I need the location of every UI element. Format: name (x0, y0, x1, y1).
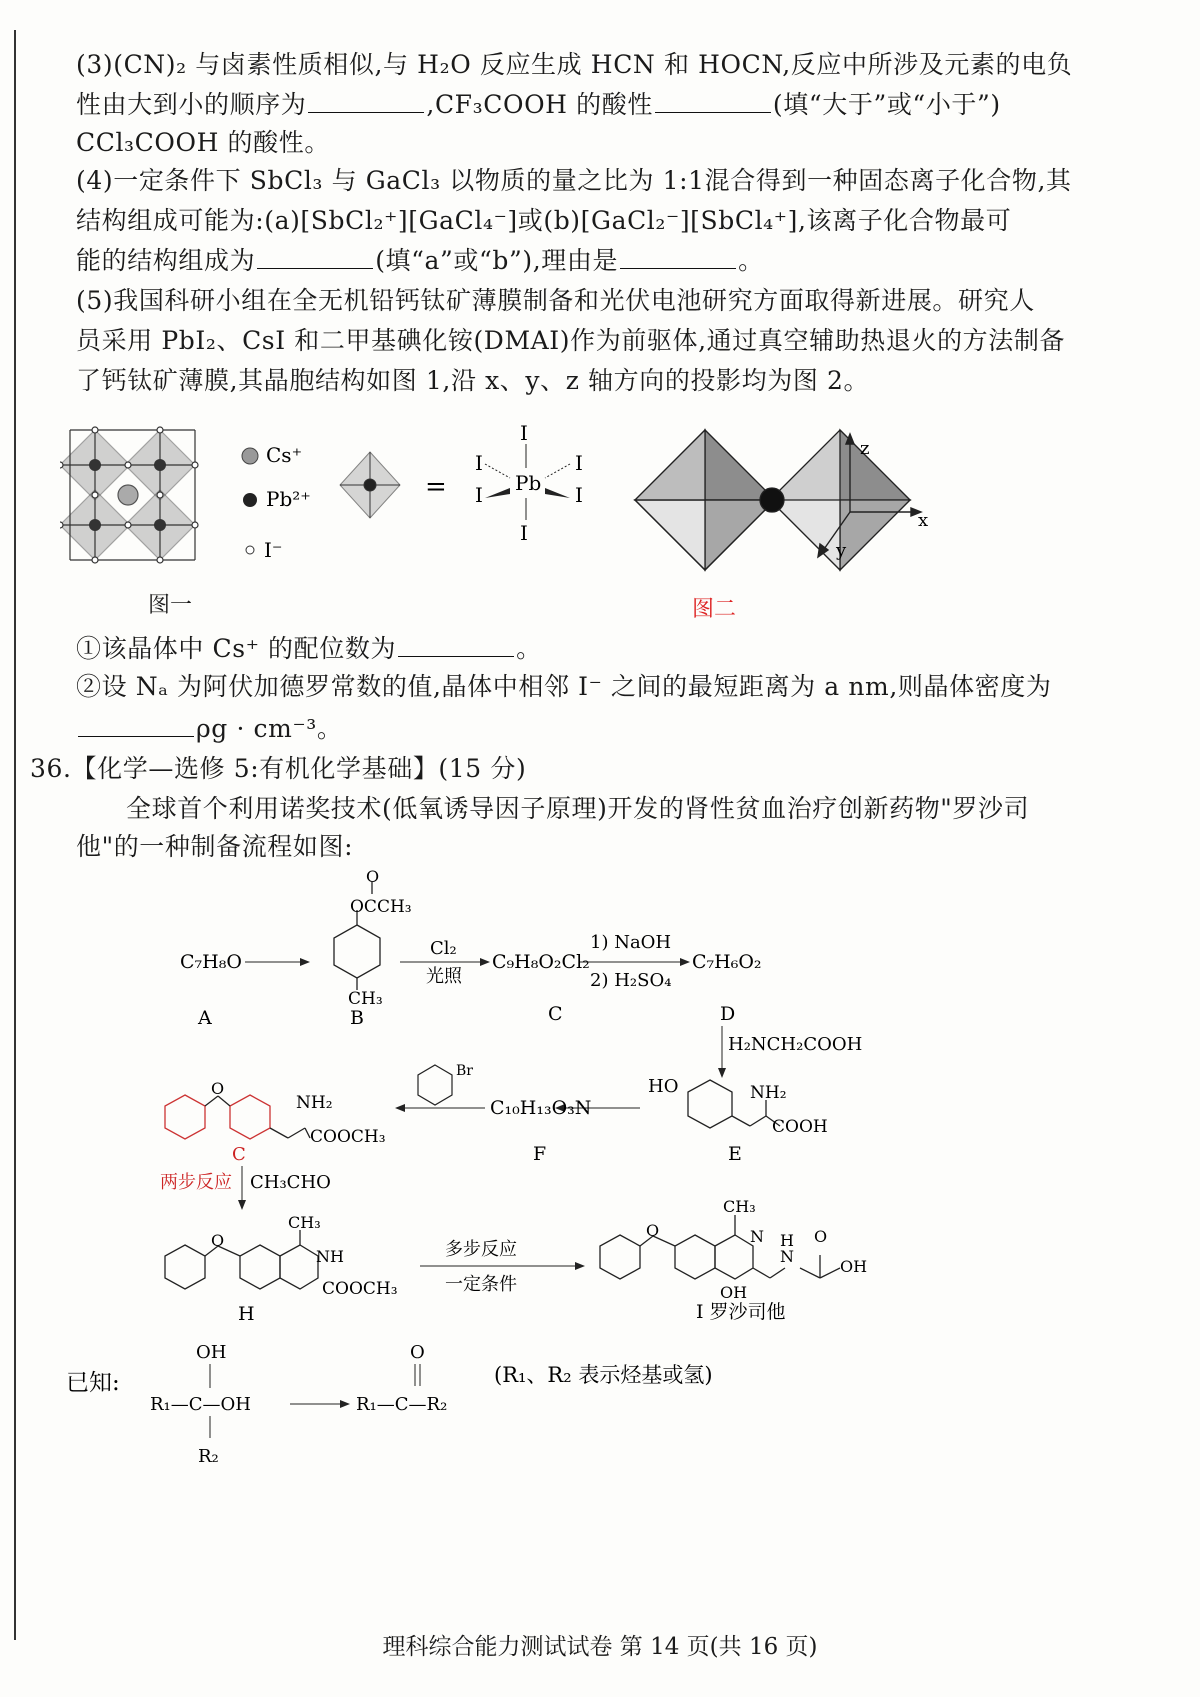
q5-line3: 了钙钛矿薄膜,其晶胞结构如图 1,沿 x、y、z 轴方向的投影均为图 2。 (76, 366, 870, 395)
A-formula: C₇H₈O (180, 951, 242, 973)
H-ch3: CH₃ (288, 1213, 321, 1232)
answer-blank (257, 244, 373, 269)
answer-blank (620, 244, 736, 269)
known-product: R₁—C—R₂ (356, 1394, 448, 1415)
I-carbonyl-o: O (814, 1227, 828, 1246)
q5-sub2: ②设 Nₐ 为阿伏加德罗常数的值,晶体中相邻 I⁻ 之间的最短距离为 a nm,则晶体密度为 (76, 672, 1052, 701)
q5-line1: (5)我国科研小组在全无机铅钙钛矿薄膜制备和光伏电池研究方面取得新进展。研究人 (76, 286, 1035, 315)
B-label: B (350, 1007, 364, 1029)
B-group: OCCH₃ (350, 897, 412, 917)
cond2-bot: 2) H₂SO₄ (590, 970, 672, 991)
cond4-right: CH₃CHO (250, 1172, 331, 1193)
axis-z-label: z (860, 438, 870, 459)
q3-line2 (76, 88, 1001, 122)
q5-sub1-text: ①该晶体中 Cs⁺ 的配位数为 (76, 634, 397, 663)
I-acid-oh: OH (840, 1257, 868, 1276)
H-nh: NH (316, 1247, 344, 1266)
cond2-top: 1) NaOH (590, 932, 672, 953)
B-methyl: CH₃ (348, 989, 383, 1009)
svg-text:I: I (575, 451, 583, 475)
known-carbonyl-o: O (410, 1342, 425, 1363)
q3-text-a: 性由大到小的顺序为 (76, 90, 307, 119)
G-ether-o: O (211, 1079, 225, 1098)
q36-intro2: 他"的一种制备流程如图: (76, 832, 354, 861)
cond1-bot: 光照 (426, 966, 462, 987)
I-ring-n: N (750, 1227, 764, 1246)
synthesis-scheme (60, 870, 1060, 1490)
answer-blank (655, 88, 771, 113)
octahedron-icon (340, 452, 400, 518)
H-ether-o: O (211, 1231, 225, 1250)
A-label: A (198, 1007, 212, 1029)
known-r2: R₂ (198, 1446, 219, 1467)
F-label: F (533, 1143, 547, 1165)
legend-pb: Pb²⁺ (266, 487, 311, 511)
E-cooh: COOH (772, 1117, 828, 1137)
q3-line1: (3)(CN)₂ 与卤素性质相似,与 H₂O 反应生成 HCN 和 HOCN,反应中所涉及元素的电负 (76, 50, 1073, 79)
q4-line3 (76, 244, 764, 278)
G-nh2: NH₂ (296, 1093, 333, 1113)
I-ether-o: O (646, 1221, 660, 1240)
Br-label: Br (456, 1063, 473, 1079)
legend-cs: Cs⁺ (266, 443, 303, 467)
q36-intro1: 全球首个利用诺奖技术(低氧诱导因子原理)开发的肾性贫血治疗创新药物"罗沙司 (126, 794, 1030, 823)
answer-blank (78, 712, 194, 737)
cond5-top: 多步反应 (445, 1239, 517, 1260)
q4-text-a: 能的结构组成为 (76, 246, 256, 275)
pb-ion-legend-icon (243, 493, 257, 507)
q4-line2: 结构组成可能为:(a)[SbCl₂⁺][GaCl₄⁻]或(b)[GaCl₂⁻][SbCl₄⁺],该离子化合物最可 (76, 206, 1012, 235)
E-label: E (728, 1143, 742, 1165)
cond5-bot: 一定条件 (445, 1274, 517, 1295)
axis-y-label: y (836, 540, 847, 561)
D-formula: C₇H₆O₂ (692, 951, 762, 973)
svg-text:I: I (475, 451, 483, 475)
C-label: C (548, 1003, 563, 1025)
q4-text-b: (填“a”或“b”),理由是 (375, 246, 619, 275)
G-label: C (232, 1144, 246, 1165)
bromobenzene-structure (418, 1065, 452, 1105)
cond4-left: 两步反应 (160, 1172, 232, 1193)
fig2-caption: 图二 (692, 597, 737, 622)
equals-sign: = (425, 472, 447, 502)
q3-text-c: (填“大于”或“小于”) (772, 90, 1001, 119)
page-footer: 理科综合能力测试试卷 第 14 页(共 16 页) (382, 1634, 818, 1660)
svg-text:Pb: Pb (515, 471, 542, 495)
answer-blank (308, 88, 424, 113)
F-formula: C₁₀H₁₃O₃N (490, 1097, 592, 1119)
cs-ion-legend-icon (242, 448, 258, 464)
svg-text:I: I (475, 483, 483, 507)
cond3: H₂NCH₂COOH (728, 1034, 863, 1055)
cond1-top: Cl₂ (430, 938, 457, 959)
q5-sub2-answer (76, 712, 342, 746)
B-carbonyl-o: O (366, 870, 380, 886)
q3-line3: CCl₃COOH 的酸性。 (76, 128, 330, 157)
I-oh: OH (720, 1283, 748, 1302)
I-ch3: CH₃ (723, 1197, 756, 1216)
q5-sub1 (76, 632, 542, 666)
I-h: H (780, 1231, 794, 1250)
legend-i: I⁻ (264, 538, 283, 562)
I-amide-n: N (780, 1247, 794, 1266)
known-oh: OH (196, 1342, 227, 1363)
E-ho: HO (648, 1076, 679, 1097)
known-label: 已知: (66, 1370, 120, 1396)
fig1-caption: 图一 (148, 593, 193, 618)
G-structure (165, 1095, 310, 1139)
i-ion-legend-icon (246, 546, 254, 554)
H-structure (165, 1230, 318, 1289)
E-nh2: NH₂ (750, 1083, 787, 1103)
C-formula: C₉H₈O₂Cl₂ (492, 951, 590, 973)
q5-sub1-end: 。 (516, 634, 542, 663)
answer-blank (398, 632, 514, 657)
known-note: (R₁、R₂ 表示烃基或氢) (494, 1363, 713, 1387)
svg-text:I: I (520, 421, 528, 445)
unit-cell-figure (60, 427, 198, 563)
q4-text-c: 。 (738, 246, 764, 275)
q5-line2: 员采用 PbI₂、CsI 和二甲基碘化铵(DMAI)作为前驱体,通过真空辅助热退火的方法制备 (76, 326, 1066, 355)
left-margin-rule (14, 30, 16, 1640)
H-ester: COOCH₃ (322, 1279, 398, 1299)
density-unit: ρg · cm⁻³。 (196, 714, 343, 743)
I-label: I 罗沙司他 (696, 1301, 786, 1323)
axis-x-label: x (918, 510, 929, 531)
known-reactant: R₁—C—OH (150, 1394, 251, 1415)
q3-text-b: ,CF₃COOH 的酸性 (426, 90, 653, 119)
pbi6-structure (475, 421, 583, 545)
svg-text:I: I (520, 521, 528, 545)
crystal-figures (60, 420, 1060, 620)
svg-text:I: I (575, 483, 583, 507)
I-structure (600, 1215, 840, 1279)
q36-header: 36.【化学—选修 5:有机化学基础】(15 分) (30, 754, 527, 783)
q4-line1: (4)一定条件下 SbCl₃ 与 GaCl₃ 以物质的量之比为 1:1混合得到一种固态离子化合物,其 (76, 166, 1072, 195)
D-label: D (720, 1003, 736, 1025)
G-ester: COOCH₃ (310, 1127, 386, 1147)
H-label: H (238, 1303, 255, 1325)
